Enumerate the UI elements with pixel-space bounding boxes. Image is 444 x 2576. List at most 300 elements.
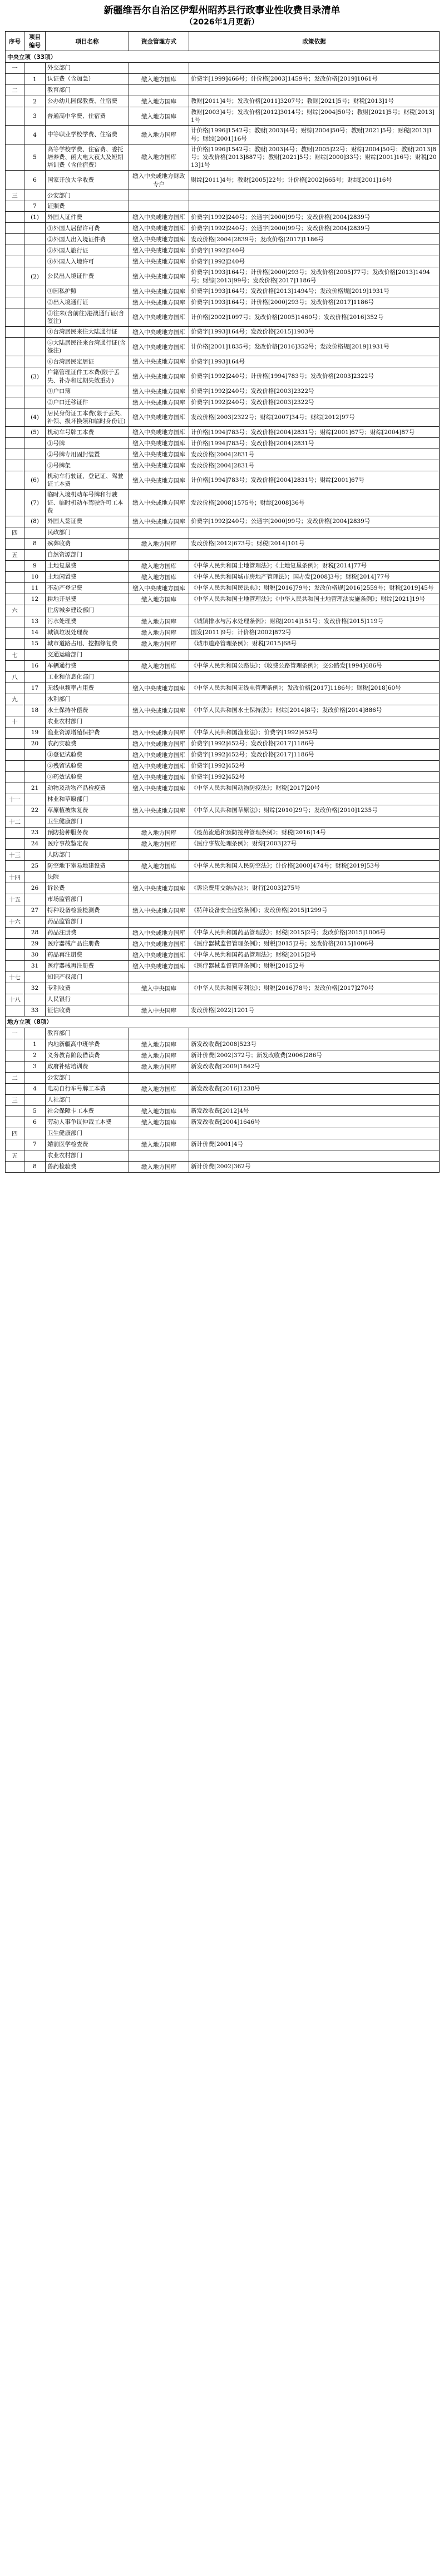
cell-policy-basis: 价费字[1993]164号；计价格[2000]293号；发改价格[2005]77号；发改价格[2013]1494号；财综[2013]99号；发改价格[2017]1186号 bbox=[189, 267, 440, 286]
cell-policy-basis: 《中华人民共和国无线电管理条例》；发改价格[2017]1186号；财税[2018]60号 bbox=[189, 682, 440, 694]
cell-policy-basis bbox=[189, 201, 440, 212]
cell-policy-basis: 价费字[1993]164号；计价格[2000]293号；发改价格[2017]1186号 bbox=[189, 297, 440, 308]
cell-item-name: 药品监管部门 bbox=[46, 916, 129, 927]
cell-item-no bbox=[24, 1094, 46, 1105]
cell-policy-basis: 发改价格[2012]673号；财税[2014]101号 bbox=[189, 538, 440, 549]
cell-item-no bbox=[24, 327, 46, 338]
cell-policy-basis: 《中华人民共和国专利法》；财税[2016]78号；发改价格[2017]270号 bbox=[189, 983, 440, 994]
cell-fund-management: 缴入中央或地方国库 bbox=[129, 760, 189, 771]
cell-item-no: 4 bbox=[24, 126, 46, 144]
cell-item-no bbox=[24, 1072, 46, 1083]
cell-policy-basis bbox=[189, 916, 440, 927]
cell-item-name: 专利收费 bbox=[46, 983, 129, 994]
cell-fund-management: 缴入中央或地方国库 bbox=[129, 223, 189, 234]
table-row bbox=[6, 616, 440, 627]
cell-policy-basis: 《中华人民共和国动物防疫法》；财税[2017]20号 bbox=[189, 783, 440, 794]
cell-item-name: 草原植被恢复费 bbox=[46, 805, 129, 816]
cell-policy-basis: 《医疗器械监督管理条例》；财税[2015]2号 bbox=[189, 960, 440, 971]
cell-item-name: 医疗器械产品注册费 bbox=[46, 938, 129, 949]
cell-seq bbox=[6, 212, 24, 223]
cell-seq bbox=[6, 805, 24, 816]
section-header-row bbox=[6, 51, 440, 63]
cell-fund-management: 缴入中央或地方国库 bbox=[129, 727, 189, 738]
cell-item-name: 农药实验费 bbox=[46, 738, 129, 749]
cell-seq bbox=[6, 297, 24, 308]
cell-item-no bbox=[24, 605, 46, 616]
cell-fund-management: 缴入中央或地方国库 bbox=[129, 883, 189, 894]
cell-policy-basis bbox=[189, 971, 440, 983]
cell-seq bbox=[6, 960, 24, 971]
cell-fund-management bbox=[129, 971, 189, 983]
cell-policy-basis: 《中华人民共和国草原法》；财综[2010]29号；发改价格[2010]1235号 bbox=[189, 805, 440, 816]
table-row bbox=[6, 1061, 440, 1072]
cell-item-no: 20 bbox=[24, 738, 46, 749]
cell-policy-basis: 价费字[1992]452号 bbox=[189, 760, 440, 771]
cell-policy-basis bbox=[189, 894, 440, 905]
cell-item-name: 渔业资源增殖保护费 bbox=[46, 727, 129, 738]
category-row bbox=[6, 671, 440, 682]
table-row bbox=[6, 571, 440, 582]
table-row bbox=[6, 760, 440, 771]
cell-seq: 十七 bbox=[6, 971, 24, 983]
cell-item-name: 政府补贴培训费 bbox=[46, 1061, 129, 1072]
cell-seq bbox=[6, 616, 24, 627]
table-row bbox=[6, 827, 440, 838]
cell-item-name: 电动自行车号牌工本费 bbox=[46, 1083, 129, 1094]
category-row bbox=[6, 894, 440, 905]
cell-item-no: 30 bbox=[24, 949, 46, 960]
cell-policy-basis: 计价格[1996]1542号；教财[2003]4号；财综[2004]50号；教财[2021]5号；财税[2013]1号；财综[2001]16号 bbox=[189, 126, 440, 144]
cell-fund-management bbox=[129, 527, 189, 538]
cell-item-name: 耕地开垦费 bbox=[46, 594, 129, 605]
cell-policy-basis: 《中华人民共和国公路法》；《收费公路管理条例》；交公路发[1994]686号 bbox=[189, 660, 440, 671]
cell-seq: 十一 bbox=[6, 794, 24, 805]
cell-seq: 二 bbox=[6, 85, 24, 96]
cell-item-name: 公安部门 bbox=[46, 1072, 129, 1083]
cell-seq bbox=[6, 927, 24, 938]
cell-fund-management: 缴入中央或地方国库 bbox=[129, 327, 189, 338]
cell-seq: 一 bbox=[6, 1028, 24, 1039]
cell-seq: 十二 bbox=[6, 816, 24, 827]
cell-item-no bbox=[24, 971, 46, 983]
cell-item-no: 11 bbox=[24, 582, 46, 594]
cell-policy-basis: 新发改收费[2004]1646号 bbox=[189, 1117, 440, 1128]
cell-item-name: 林业和草原部门 bbox=[46, 794, 129, 805]
cell-fund-management: 缴入中央或地方国库 bbox=[129, 949, 189, 960]
cell-item-no: 9 bbox=[24, 560, 46, 571]
cell-seq bbox=[6, 1039, 24, 1050]
cell-item-name: ②户口迁移证件 bbox=[46, 397, 129, 408]
table-row bbox=[6, 883, 440, 894]
cell-item-no: 26 bbox=[24, 883, 46, 894]
cell-policy-basis bbox=[189, 794, 440, 805]
cell-seq bbox=[6, 560, 24, 571]
category-row bbox=[6, 63, 440, 74]
cell-item-name: 无线电频率占用费 bbox=[46, 682, 129, 694]
cell-policy-basis: 发改价格[2004]2831号 bbox=[189, 460, 440, 471]
cell-item-no: (4) bbox=[24, 408, 46, 426]
cell-policy-basis: 财综[2011]4号；教财[2005]22号；计价格[2002]665号；财综[2001]16号 bbox=[189, 171, 440, 190]
table-row bbox=[6, 223, 440, 234]
cell-policy-basis: 新发改收费[2008]523号 bbox=[189, 1039, 440, 1050]
cell-seq bbox=[6, 1117, 24, 1128]
cell-item-name: 车辆通行费 bbox=[46, 660, 129, 671]
cell-fund-management: 缴入地方国库 bbox=[129, 1105, 189, 1117]
cell-policy-basis: 《中华人民共和国民法典》；财税[2016]79号；发改价格规[2016]2559号；财税[2019]45号 bbox=[189, 582, 440, 594]
cell-policy-basis: 发改价格[2008]1575号；财综[2008]36号 bbox=[189, 490, 440, 516]
table-row bbox=[6, 705, 440, 716]
cell-fund-management: 缴入地方国库 bbox=[129, 96, 189, 107]
cell-seq bbox=[6, 460, 24, 471]
cell-seq bbox=[6, 256, 24, 267]
cell-fund-management: 缴入地方国库 bbox=[129, 126, 189, 144]
cell-policy-basis bbox=[189, 605, 440, 616]
cell-seq: 六 bbox=[6, 605, 24, 616]
cell-item-name: 土地闲置费 bbox=[46, 571, 129, 582]
cell-item-no bbox=[24, 256, 46, 267]
cell-item-name: 防空地下室易地建设费 bbox=[46, 860, 129, 871]
category-row bbox=[6, 1128, 440, 1139]
cell-policy-basis: 《诉讼费用交纳办法》；财行[2003]275号 bbox=[189, 883, 440, 894]
cell-policy-basis: 新发改收费[2009]1842号 bbox=[189, 1061, 440, 1072]
cell-item-name: 药品再注册费 bbox=[46, 949, 129, 960]
table-row bbox=[6, 727, 440, 738]
cell-item-no bbox=[24, 63, 46, 74]
cell-item-name: 社会保障卡工本费 bbox=[46, 1105, 129, 1117]
cell-seq: 十六 bbox=[6, 916, 24, 927]
cell-item-no bbox=[24, 527, 46, 538]
cell-fund-management: 缴入中央或地方国库 bbox=[129, 682, 189, 694]
cell-fund-management: 缴入中央或地方国库 bbox=[129, 490, 189, 516]
table-header-row bbox=[6, 32, 440, 51]
cell-item-no: 1 bbox=[24, 1039, 46, 1050]
cell-item-name: 住房城乡建设部门 bbox=[46, 605, 129, 616]
cell-item-name: 人民银行 bbox=[46, 994, 129, 1005]
cell-item-name: 机动车号牌工本费 bbox=[46, 427, 129, 438]
table-row bbox=[6, 144, 440, 171]
cell-item-name: 自然资源部门 bbox=[46, 549, 129, 560]
cell-item-no: 17 bbox=[24, 682, 46, 694]
cell-policy-basis bbox=[189, 849, 440, 860]
cell-item-name: ①因私护照 bbox=[46, 286, 129, 297]
cell-item-name: 居民身份证工本费(限于丢失、补领、损坏换领和临时身份证) bbox=[46, 408, 129, 426]
cell-fund-management: 缴入中央或地方国库 bbox=[129, 427, 189, 438]
cell-item-name: ④外国人入境许可 bbox=[46, 256, 129, 267]
header-item-no: 项目编号 bbox=[24, 32, 46, 51]
cell-seq bbox=[6, 171, 24, 190]
cell-item-no bbox=[24, 1028, 46, 1039]
category-row bbox=[6, 190, 440, 201]
cell-seq: 八 bbox=[6, 671, 24, 682]
table-row bbox=[6, 212, 440, 223]
cell-fund-management: 缴入中央或地方国库 bbox=[129, 738, 189, 749]
cell-fund-management bbox=[129, 1028, 189, 1039]
table-row bbox=[6, 927, 440, 938]
cell-seq bbox=[6, 1161, 24, 1172]
cell-item-name: ③药效试验费 bbox=[46, 771, 129, 783]
cell-policy-basis: 价费字[1993]164号；发改价格[2013]1494号；发改价格规[2019]1931号 bbox=[189, 286, 440, 297]
cell-seq bbox=[6, 571, 24, 582]
cell-item-no: 5 bbox=[24, 144, 46, 171]
section-title: 中央立项（33项） bbox=[6, 51, 440, 63]
cell-item-no bbox=[24, 397, 46, 408]
table-row bbox=[6, 1117, 440, 1128]
cell-policy-basis: 计价格[1994]783号；发改价格[2004]2831号；财综[2001]67号 bbox=[189, 471, 440, 490]
cell-policy-basis: 发改价格[2004]2839号；发改价格[2017]1186号 bbox=[189, 234, 440, 245]
cell-policy-basis: 《医疗器械监督管理条例》；财税[2015]2号；发改价格[2015]1006号 bbox=[189, 938, 440, 949]
cell-seq: 二 bbox=[6, 1072, 24, 1083]
cell-seq bbox=[6, 1050, 24, 1061]
category-row bbox=[6, 916, 440, 927]
cell-fund-management bbox=[129, 794, 189, 805]
cell-seq bbox=[6, 126, 24, 144]
cell-policy-basis: 计价格[1994]783号；发改价格[2004]2831号；财综[2001]67号；财综[2004]87号 bbox=[189, 427, 440, 438]
cell-seq bbox=[6, 905, 24, 916]
cell-item-name: 公办幼儿园保教费、住宿费 bbox=[46, 96, 129, 107]
cell-seq bbox=[6, 471, 24, 490]
table-row bbox=[6, 297, 440, 308]
table-row bbox=[6, 171, 440, 190]
cell-item-no: 7 bbox=[24, 201, 46, 212]
table-row bbox=[6, 738, 440, 749]
cell-fund-management: 缴入中央或地方国库 bbox=[129, 397, 189, 408]
cell-item-name: ③往来(含前往)港澳通行证(含签注) bbox=[46, 308, 129, 326]
cell-item-no bbox=[24, 549, 46, 560]
cell-seq: 四 bbox=[6, 1128, 24, 1139]
cell-fund-management: 缴入中央或地方国库 bbox=[129, 286, 189, 297]
cell-fund-management bbox=[129, 85, 189, 96]
cell-fund-management bbox=[129, 894, 189, 905]
table-row bbox=[6, 938, 440, 949]
cell-policy-basis: 《中华人民共和国药品管理法》；财税[2015]2号；发改价格[2015]1006号 bbox=[189, 927, 440, 938]
cell-seq bbox=[6, 938, 24, 949]
cell-fund-management bbox=[129, 716, 189, 727]
table-row bbox=[6, 1005, 440, 1016]
cell-policy-basis: 《中华人民共和国水土保持法》；财综[2014]8号；发改价格[2014]886号 bbox=[189, 705, 440, 716]
cell-policy-basis bbox=[189, 716, 440, 727]
cell-policy-basis bbox=[189, 527, 440, 538]
cell-policy-basis: 教财[2003]4号；发改价格[2012]3014号；财综[2004]50号；教财[2021]5号；财税[2013]1号 bbox=[189, 107, 440, 126]
cell-item-no: 2 bbox=[24, 96, 46, 107]
cell-item-no: (1) bbox=[24, 212, 46, 223]
table-row bbox=[6, 627, 440, 638]
cell-policy-basis bbox=[189, 1128, 440, 1139]
cell-policy-basis: 价费字[1993]164号；发改价格[2015]1903号 bbox=[189, 327, 440, 338]
category-row bbox=[6, 549, 440, 560]
cell-item-no: 16 bbox=[24, 660, 46, 671]
cell-fund-management: 缴入地方国库 bbox=[129, 827, 189, 838]
cell-fund-management bbox=[129, 549, 189, 560]
cell-fund-management: 缴入中央或地方国库 bbox=[129, 245, 189, 256]
cell-fund-management bbox=[129, 201, 189, 212]
cell-item-name: 机动车行驶证、登记证、驾驶证工本费 bbox=[46, 471, 129, 490]
cell-seq bbox=[6, 516, 24, 527]
table-row bbox=[6, 560, 440, 571]
cell-item-name: 预防接种服务费 bbox=[46, 827, 129, 838]
cell-item-no bbox=[24, 749, 46, 760]
cell-seq bbox=[6, 1139, 24, 1150]
table-row bbox=[6, 126, 440, 144]
cell-policy-basis: 计价格[2002]1097号；发改价格[2005]1460号；发改价格[2016]352号 bbox=[189, 308, 440, 326]
cell-policy-basis: 价费字[1992]240号；公通字[2000]99号；发改价格[2004]2839号 bbox=[189, 223, 440, 234]
header-fund-management: 资金管理方式 bbox=[129, 32, 189, 51]
table-row bbox=[6, 538, 440, 549]
cell-item-name: 劳动人事争议仲裁工本费 bbox=[46, 1117, 129, 1128]
cell-seq bbox=[6, 427, 24, 438]
cell-fund-management bbox=[129, 1094, 189, 1105]
cell-item-name: ③外国人旅行证 bbox=[46, 245, 129, 256]
cell-fund-management: 缴入中央国库 bbox=[129, 1005, 189, 1016]
cell-item-name: ③号牌架 bbox=[46, 460, 129, 471]
cell-item-no bbox=[24, 671, 46, 682]
cell-item-name: ②残留试验费 bbox=[46, 760, 129, 771]
cell-policy-basis: 教财[2011]4号；发改价格[2011]3207号；教财[2021]5号；财税[2013]1号 bbox=[189, 96, 440, 107]
table-row bbox=[6, 749, 440, 760]
cell-seq bbox=[6, 682, 24, 694]
cell-seq bbox=[6, 308, 24, 326]
cell-fund-management: 缴入中央或地方国库 bbox=[129, 408, 189, 426]
cell-item-no: 8 bbox=[24, 1161, 46, 1172]
cell-fund-management: 缴入地方国库 bbox=[129, 627, 189, 638]
cell-policy-basis: 《城市道路管理条例》；财税[2015]68号 bbox=[189, 638, 440, 649]
cell-seq: 五 bbox=[6, 549, 24, 560]
cell-item-name: ⑤大陆居民往来台湾通行证(含签注) bbox=[46, 338, 129, 356]
cell-seq bbox=[6, 771, 24, 783]
table-row bbox=[6, 1050, 440, 1061]
cell-fund-management: 缴入地方国库 bbox=[129, 107, 189, 126]
cell-item-name: 国家开放大学收费 bbox=[46, 171, 129, 190]
cell-fund-management: 缴入地方国库 bbox=[129, 660, 189, 671]
cell-item-no: 31 bbox=[24, 960, 46, 971]
cell-fund-management: 缴入中央或地方国库 bbox=[129, 386, 189, 397]
cell-policy-basis bbox=[189, 871, 440, 883]
section-title: 地方立项（8项） bbox=[6, 1016, 440, 1028]
cell-seq bbox=[6, 838, 24, 849]
cell-item-no bbox=[24, 794, 46, 805]
cell-seq bbox=[6, 738, 24, 749]
cell-item-no: 29 bbox=[24, 938, 46, 949]
cell-item-name: 城镇垃圾处理费 bbox=[46, 627, 129, 638]
cell-fund-management: 缴入中央或地方国库 bbox=[129, 938, 189, 949]
cell-seq bbox=[6, 223, 24, 234]
cell-item-name: 认证费（含加急） bbox=[46, 74, 129, 85]
cell-item-no: 21 bbox=[24, 783, 46, 794]
table-row bbox=[6, 234, 440, 245]
category-row bbox=[6, 1150, 440, 1161]
table-row bbox=[6, 367, 440, 386]
cell-item-name: ②号牌专用固封装置 bbox=[46, 449, 129, 460]
cell-fund-management bbox=[129, 190, 189, 201]
cell-fund-management bbox=[129, 671, 189, 682]
table-row bbox=[6, 1161, 440, 1172]
table-row bbox=[6, 427, 440, 438]
table-row bbox=[6, 438, 440, 449]
cell-policy-basis bbox=[189, 671, 440, 682]
cell-item-name: 药品注册费 bbox=[46, 927, 129, 938]
cell-item-name: 工业和信息化部门 bbox=[46, 671, 129, 682]
cell-policy-basis: 《城镇排水与污水处理条例》；财税[2014]151号；发改价格[2015]119号 bbox=[189, 616, 440, 627]
cell-fund-management: 缴入中央或地方国库 bbox=[129, 297, 189, 308]
cell-item-no bbox=[24, 894, 46, 905]
cell-item-no: 24 bbox=[24, 838, 46, 849]
table-row bbox=[6, 594, 440, 605]
cell-seq: 三 bbox=[6, 1094, 24, 1105]
cell-seq: 十八 bbox=[6, 994, 24, 1005]
cell-fund-management bbox=[129, 1072, 189, 1083]
table-row bbox=[6, 1083, 440, 1094]
cell-item-no: 6 bbox=[24, 171, 46, 190]
table-row bbox=[6, 838, 440, 849]
cell-fund-management: 缴入地方国库 bbox=[129, 616, 189, 627]
table-row bbox=[6, 397, 440, 408]
cell-fund-management: 缴入地方国库 bbox=[129, 144, 189, 171]
cell-seq bbox=[6, 627, 24, 638]
cell-seq: 四 bbox=[6, 527, 24, 538]
cell-fund-management: 缴入中央或地方国库 bbox=[129, 705, 189, 716]
cell-seq bbox=[6, 827, 24, 838]
cell-seq bbox=[6, 705, 24, 716]
table-row bbox=[6, 582, 440, 594]
cell-seq bbox=[6, 538, 24, 549]
table-row bbox=[6, 905, 440, 916]
cell-fund-management: 缴入地方国库 bbox=[129, 1083, 189, 1094]
cell-item-name: 兽药检验费 bbox=[46, 1161, 129, 1172]
cell-fund-management: 缴入地方国库 bbox=[129, 1050, 189, 1061]
cell-seq bbox=[6, 783, 24, 794]
cell-fund-management: 缴入地方国库 bbox=[129, 838, 189, 849]
cell-seq bbox=[6, 397, 24, 408]
cell-item-name: 外交部门 bbox=[46, 63, 129, 74]
table-row bbox=[6, 860, 440, 871]
cell-item-no: (2) bbox=[24, 267, 46, 286]
cell-item-name: 公民出入境证件费 bbox=[46, 267, 129, 286]
cell-item-no bbox=[24, 849, 46, 860]
cell-fund-management: 缴入地方国库 bbox=[129, 594, 189, 605]
cell-seq: 九 bbox=[6, 694, 24, 705]
cell-seq: 七 bbox=[6, 649, 24, 660]
cell-fund-management: 缴入地方国库 bbox=[129, 1139, 189, 1150]
cell-item-no bbox=[24, 716, 46, 727]
cell-policy-basis: 价费字[1992]240号；公通字[2000]99号；发改价格[2004]2839号 bbox=[189, 516, 440, 527]
cell-policy-basis: 《中华人民共和国城市房地产管理法》；国办发[2008]3号；财税[2014]77号 bbox=[189, 571, 440, 582]
category-row bbox=[6, 527, 440, 538]
cell-item-name: ④台湾居民来往大陆通行证 bbox=[46, 327, 129, 338]
cell-fund-management: 缴入中央或地方国库 bbox=[129, 582, 189, 594]
cell-seq: 五 bbox=[6, 1150, 24, 1161]
category-row bbox=[6, 649, 440, 660]
cell-item-no: 18 bbox=[24, 705, 46, 716]
cell-policy-basis: 新计价费[2002]372号；新发改收费[2006]286号 bbox=[189, 1050, 440, 1061]
cell-item-no bbox=[24, 460, 46, 471]
cell-seq bbox=[6, 267, 24, 286]
cell-item-name: 临时入境机动车号牌和行驶证、临时机动车驾驶许可工本费 bbox=[46, 490, 129, 516]
cell-seq: 三 bbox=[6, 190, 24, 201]
cell-seq bbox=[6, 356, 24, 367]
cell-seq bbox=[6, 449, 24, 460]
cell-item-name: ②出入境通行证 bbox=[46, 297, 129, 308]
cell-policy-basis bbox=[189, 649, 440, 660]
cell-fund-management: 缴入地方国库 bbox=[129, 638, 189, 649]
cell-fund-management: 缴入中央或地方国库 bbox=[129, 449, 189, 460]
table-row bbox=[6, 471, 440, 490]
cell-item-no bbox=[24, 223, 46, 234]
cell-policy-basis: 价费字[1992]240号；计价格[1994]783号；发改价格[2003]2322号 bbox=[189, 367, 440, 386]
cell-policy-basis: 《中华人民共和国土地管理法》；《中华人民共和国土地管理法实施条例》；财综[2021]19号 bbox=[189, 594, 440, 605]
cell-policy-basis: 国发[2011]9号；计价格[2002]872号 bbox=[189, 627, 440, 638]
category-row bbox=[6, 794, 440, 805]
cell-item-no: 10 bbox=[24, 571, 46, 582]
header-item-name: 项目名称 bbox=[46, 32, 129, 51]
